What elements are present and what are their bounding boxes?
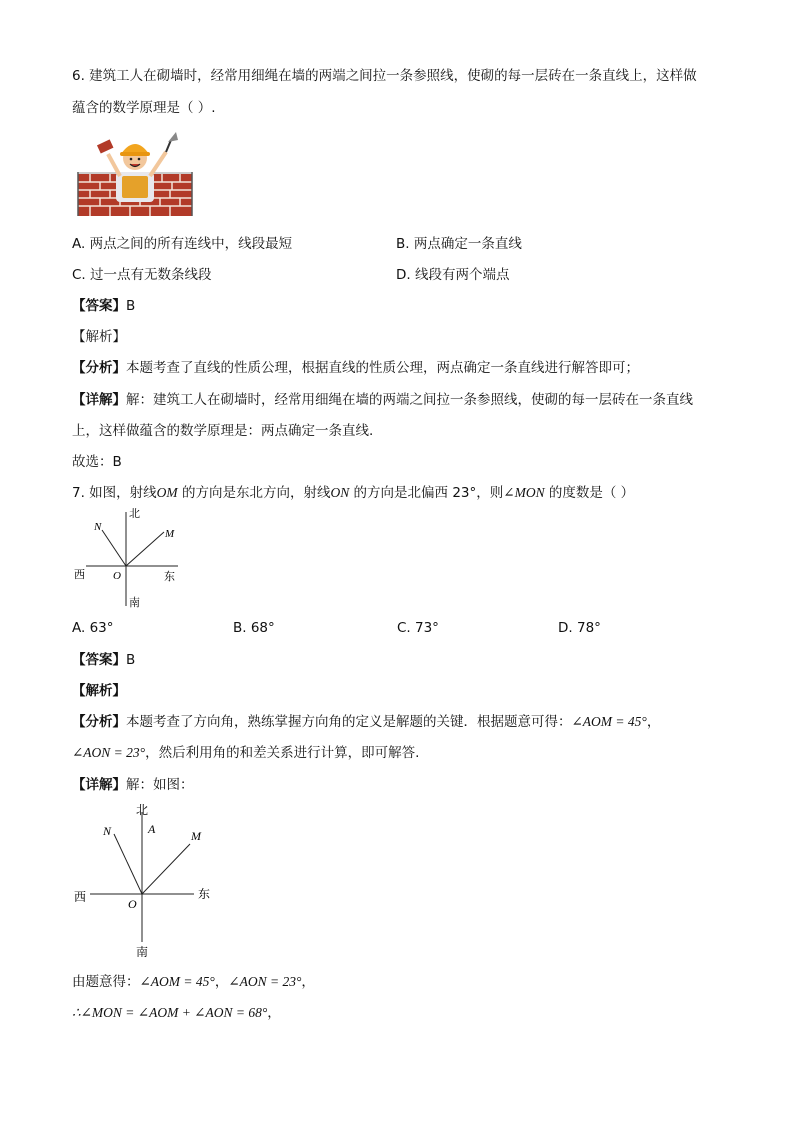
fig1-south-label: 南 <box>129 596 140 609</box>
q7-stem-b: 的方向是东北方向，射线 <box>181 485 331 501</box>
fig2-a-label: A <box>148 822 156 836</box>
q7-by-aon: ∠AON = 23° <box>228 974 302 989</box>
q7-angle-aom: ∠AOM = 45° <box>571 714 647 729</box>
q7-fenxi-text1: 本题考查了方向角，熟练掌握方向角的定义是解题的关键．根据题意可得： <box>126 714 572 730</box>
q7-stem <box>72 483 634 503</box>
fenxi-tag: 【分析】 <box>72 360 126 376</box>
q7-by-aom: ∠AOM = 45° <box>139 974 215 989</box>
q7-fenxi-line1 <box>72 712 660 732</box>
q7-fenxi-comma: ， <box>646 714 661 730</box>
fig2-south-label: 南 <box>136 945 149 959</box>
q7-answer: B <box>126 652 136 668</box>
q6-answer: B <box>126 298 136 314</box>
compass-figure-1 <box>72 506 184 610</box>
q7-by-text: 由题意得： <box>72 974 140 990</box>
q7-on: ON <box>330 485 350 500</box>
fig2-n-label: N <box>103 824 112 838</box>
fig1-n-label: N <box>94 521 102 533</box>
q6-option-c: C. 过一点有无数条线段 <box>72 267 212 283</box>
xiangjie-tag: 【详解】 <box>72 392 126 408</box>
q6-xiangjie-line1 <box>72 390 693 410</box>
q7-xiangjie-text: 解：如图： <box>126 777 194 793</box>
q6-xiangjie-text1: 解：建筑工人在砌墙时，经常用细绳在墙的两端之间拉一条参照线，使砌的每一层砖在一条直线 <box>126 392 693 408</box>
q6-answer-line <box>72 296 135 316</box>
q7-stem-c: 的方向是北偏西 23°，则 <box>353 485 504 501</box>
q7-answer-line <box>72 650 135 670</box>
fig2-north-label: 北 <box>136 803 149 817</box>
q7-option-b: B. 68° <box>233 620 275 636</box>
q6-xiangjie-line2: 上，这样做蕴含的数学原理是：两点确定一条直线. <box>72 423 374 439</box>
q7-therefore-end: ， <box>267 1005 281 1021</box>
q7-option-a: A. 63° <box>72 620 114 636</box>
q7-therefore-line <box>72 1003 281 1023</box>
q6-option-b: B. 两点确定一条直线 <box>396 236 522 252</box>
fig2-east-label: 东 <box>198 887 211 901</box>
q6-stem-line2: 蕴含的数学原理是（ ）. <box>72 100 216 116</box>
q7-therefore: ∴∠MON = ∠AOM + ∠AON = 68° <box>72 1005 268 1020</box>
q6-option-a: A. 两点之间的所有连线中，线段最短 <box>72 236 293 252</box>
q7-stem-d: 的度数是（ ） <box>548 485 635 501</box>
q7-option-c: C. 73° <box>397 620 439 636</box>
q6-analysis-tag: 【解析】 <box>72 329 126 345</box>
fig2-m-label: M <box>191 829 201 843</box>
q7-option-d: D. 78° <box>558 620 601 636</box>
q6-choose: 故选：B <box>72 454 122 470</box>
q7-angle-mon: ∠MON <box>503 485 545 500</box>
q6-fenxi-text: 本题考查了直线的性质公理，根据直线的性质公理，两点确定一条直线进行解答即可； <box>126 360 639 376</box>
answer-tag: 【答案】 <box>72 652 126 668</box>
fig1-o-label: O <box>113 570 121 582</box>
q7-analysis-tag: 【解析】 <box>72 683 126 699</box>
q7-xiangjie-line <box>72 775 194 795</box>
answer-tag: 【答案】 <box>72 298 126 314</box>
q7-angle-aon: ∠AON = 23° <box>72 745 146 760</box>
q7-by-end: ， <box>301 974 315 990</box>
q6-option-d: D. 线段有两个端点 <box>396 267 510 283</box>
q7-by-sep: ， <box>214 974 229 990</box>
fig1-west-label: 西 <box>74 568 85 581</box>
fig2-west-label: 西 <box>74 890 87 904</box>
q7-om: OM <box>156 485 178 500</box>
q7-fenxi-line2 <box>72 743 419 763</box>
fenxi-tag: 【分析】 <box>72 714 126 730</box>
q7-by-line <box>72 972 315 992</box>
fig1-east-label: 东 <box>164 570 175 583</box>
q6-fenxi-line <box>72 358 639 378</box>
fig1-m-label: M <box>165 528 175 540</box>
q7-stem-a: 7. 如图，射线 <box>72 485 157 501</box>
q6-stem-line1: 6. 建筑工人在砌墙时，经常用细绳在墙的两端之间拉一条参照线，使砌的每一层砖在一条直线上，这样做 <box>72 68 697 84</box>
worker-illustration <box>76 132 194 216</box>
compass-figure-2 <box>72 800 218 962</box>
xiangjie-tag: 【详解】 <box>72 777 126 793</box>
q7-fenxi-text2: ，然后利用角的和差关系进行计算，即可解答. <box>145 745 420 761</box>
fig2-o-label: O <box>128 897 137 911</box>
fig1-north-label: 北 <box>129 507 140 520</box>
